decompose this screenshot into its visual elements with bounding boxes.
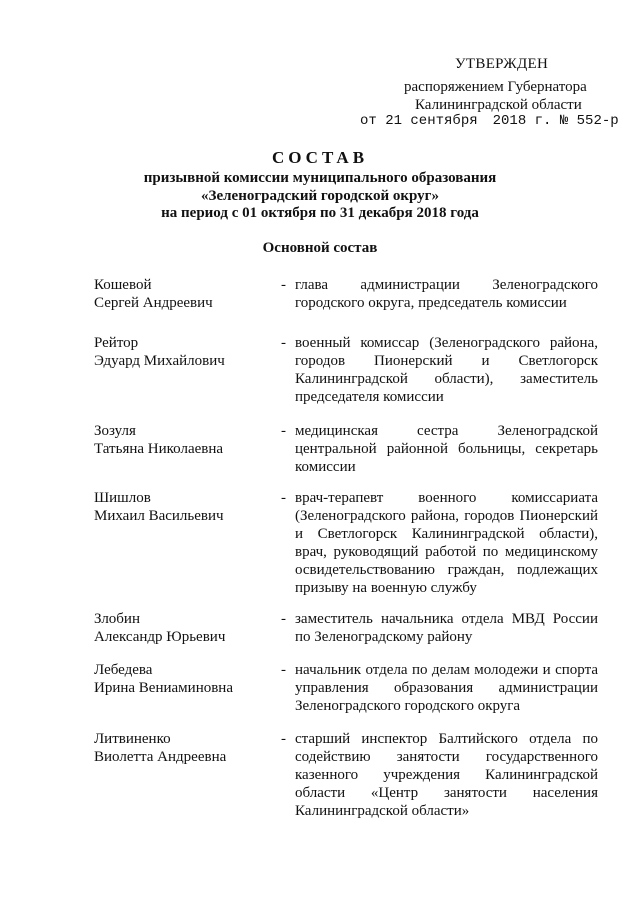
approval-line-1: распоряжением Губернатора bbox=[404, 79, 587, 95]
member-name bbox=[94, 730, 274, 766]
member-surname: Зозуля bbox=[94, 423, 136, 439]
member-name bbox=[94, 661, 274, 697]
member-given-name: Ирина Вениаминовна bbox=[94, 680, 233, 696]
member-surname: Шишлов bbox=[94, 490, 151, 506]
member-name bbox=[94, 422, 274, 458]
member-name bbox=[94, 489, 274, 525]
member-surname: Кошевой bbox=[94, 277, 152, 293]
member-name bbox=[94, 610, 274, 646]
member-name bbox=[94, 334, 274, 370]
document-title: СОСТАВ bbox=[271, 148, 369, 167]
approval-date-prefix: от 21 сентября bbox=[360, 113, 478, 129]
member-given-name: Сергей Андреевич bbox=[94, 295, 213, 311]
member-description: старший инспектор Балтийского отдела по содействию занятости государственного казенного учреждения Калининградской области «Центр занятости населения Калининградской области» bbox=[295, 731, 598, 819]
member-description: заместитель начальника отдела МВД России по Зеленоградскому району bbox=[295, 611, 598, 645]
member-dash: - bbox=[281, 335, 286, 351]
member-given-name: Эдуард Михайлович bbox=[94, 353, 225, 369]
member-dash: - bbox=[281, 731, 286, 747]
approval-block bbox=[0, 0, 640, 130]
member-name bbox=[94, 276, 274, 312]
member-surname: Рейтор bbox=[94, 335, 139, 351]
member-surname: Злобин bbox=[94, 611, 140, 627]
member-given-name: Михаил Васильевич bbox=[94, 508, 224, 524]
document-subtitle-3: на период с 01 октября по 31 декабря 2018 года bbox=[161, 205, 479, 221]
member-description: медицинская сестра Зеленоградской центральной районной больницы, секретарь комиссии bbox=[295, 423, 598, 475]
member-surname: Лебедева bbox=[94, 662, 153, 678]
member-description: глава администрации Зеленоградского городского округа, председатель комиссии bbox=[295, 277, 598, 311]
member-description: врач-терапевт военного комиссариата (Зеленоградского района, городов Пионерский и Светлогорск Калининградской области), врач, руководящий работой по медицинскому освидетельствованию граждан, подлежащих призыву на военную службу bbox=[295, 490, 598, 596]
member-given-name: Татьяна Николаевна bbox=[94, 441, 224, 457]
member-given-name: Александр Юрьевич bbox=[94, 629, 226, 645]
approval-date-suffix: 2018 г. № 552-р bbox=[492, 113, 619, 129]
member-dash: - bbox=[281, 662, 286, 678]
member-dash: - bbox=[281, 423, 286, 439]
member-surname: Литвиненко bbox=[94, 731, 171, 747]
approval-line-2: Калининградской области bbox=[415, 97, 582, 113]
section-title: Основной состав bbox=[262, 240, 378, 256]
approval-date-line bbox=[360, 112, 619, 129]
member-given-name: Виолетта Андреевна bbox=[94, 749, 227, 765]
document-subtitle-1: призывной комиссии муниципального образования bbox=[143, 170, 497, 186]
member-dash: - bbox=[281, 277, 286, 293]
member-description: военный комиссар (Зеленоградского района, городов Пионерский и Светлогорск Калининградской области), заместитель председателя комиссии bbox=[295, 335, 598, 405]
member-dash: - bbox=[281, 490, 286, 506]
document-subtitle-2: «Зеленоградский городской округ» bbox=[201, 188, 439, 204]
member-dash: - bbox=[281, 611, 286, 627]
approval-title: УТВЕРЖДЕН bbox=[455, 56, 549, 72]
member-description: начальник отдела по делам молодежи и спорта управления образования администрации Зеленоградского городского округа bbox=[295, 662, 598, 714]
